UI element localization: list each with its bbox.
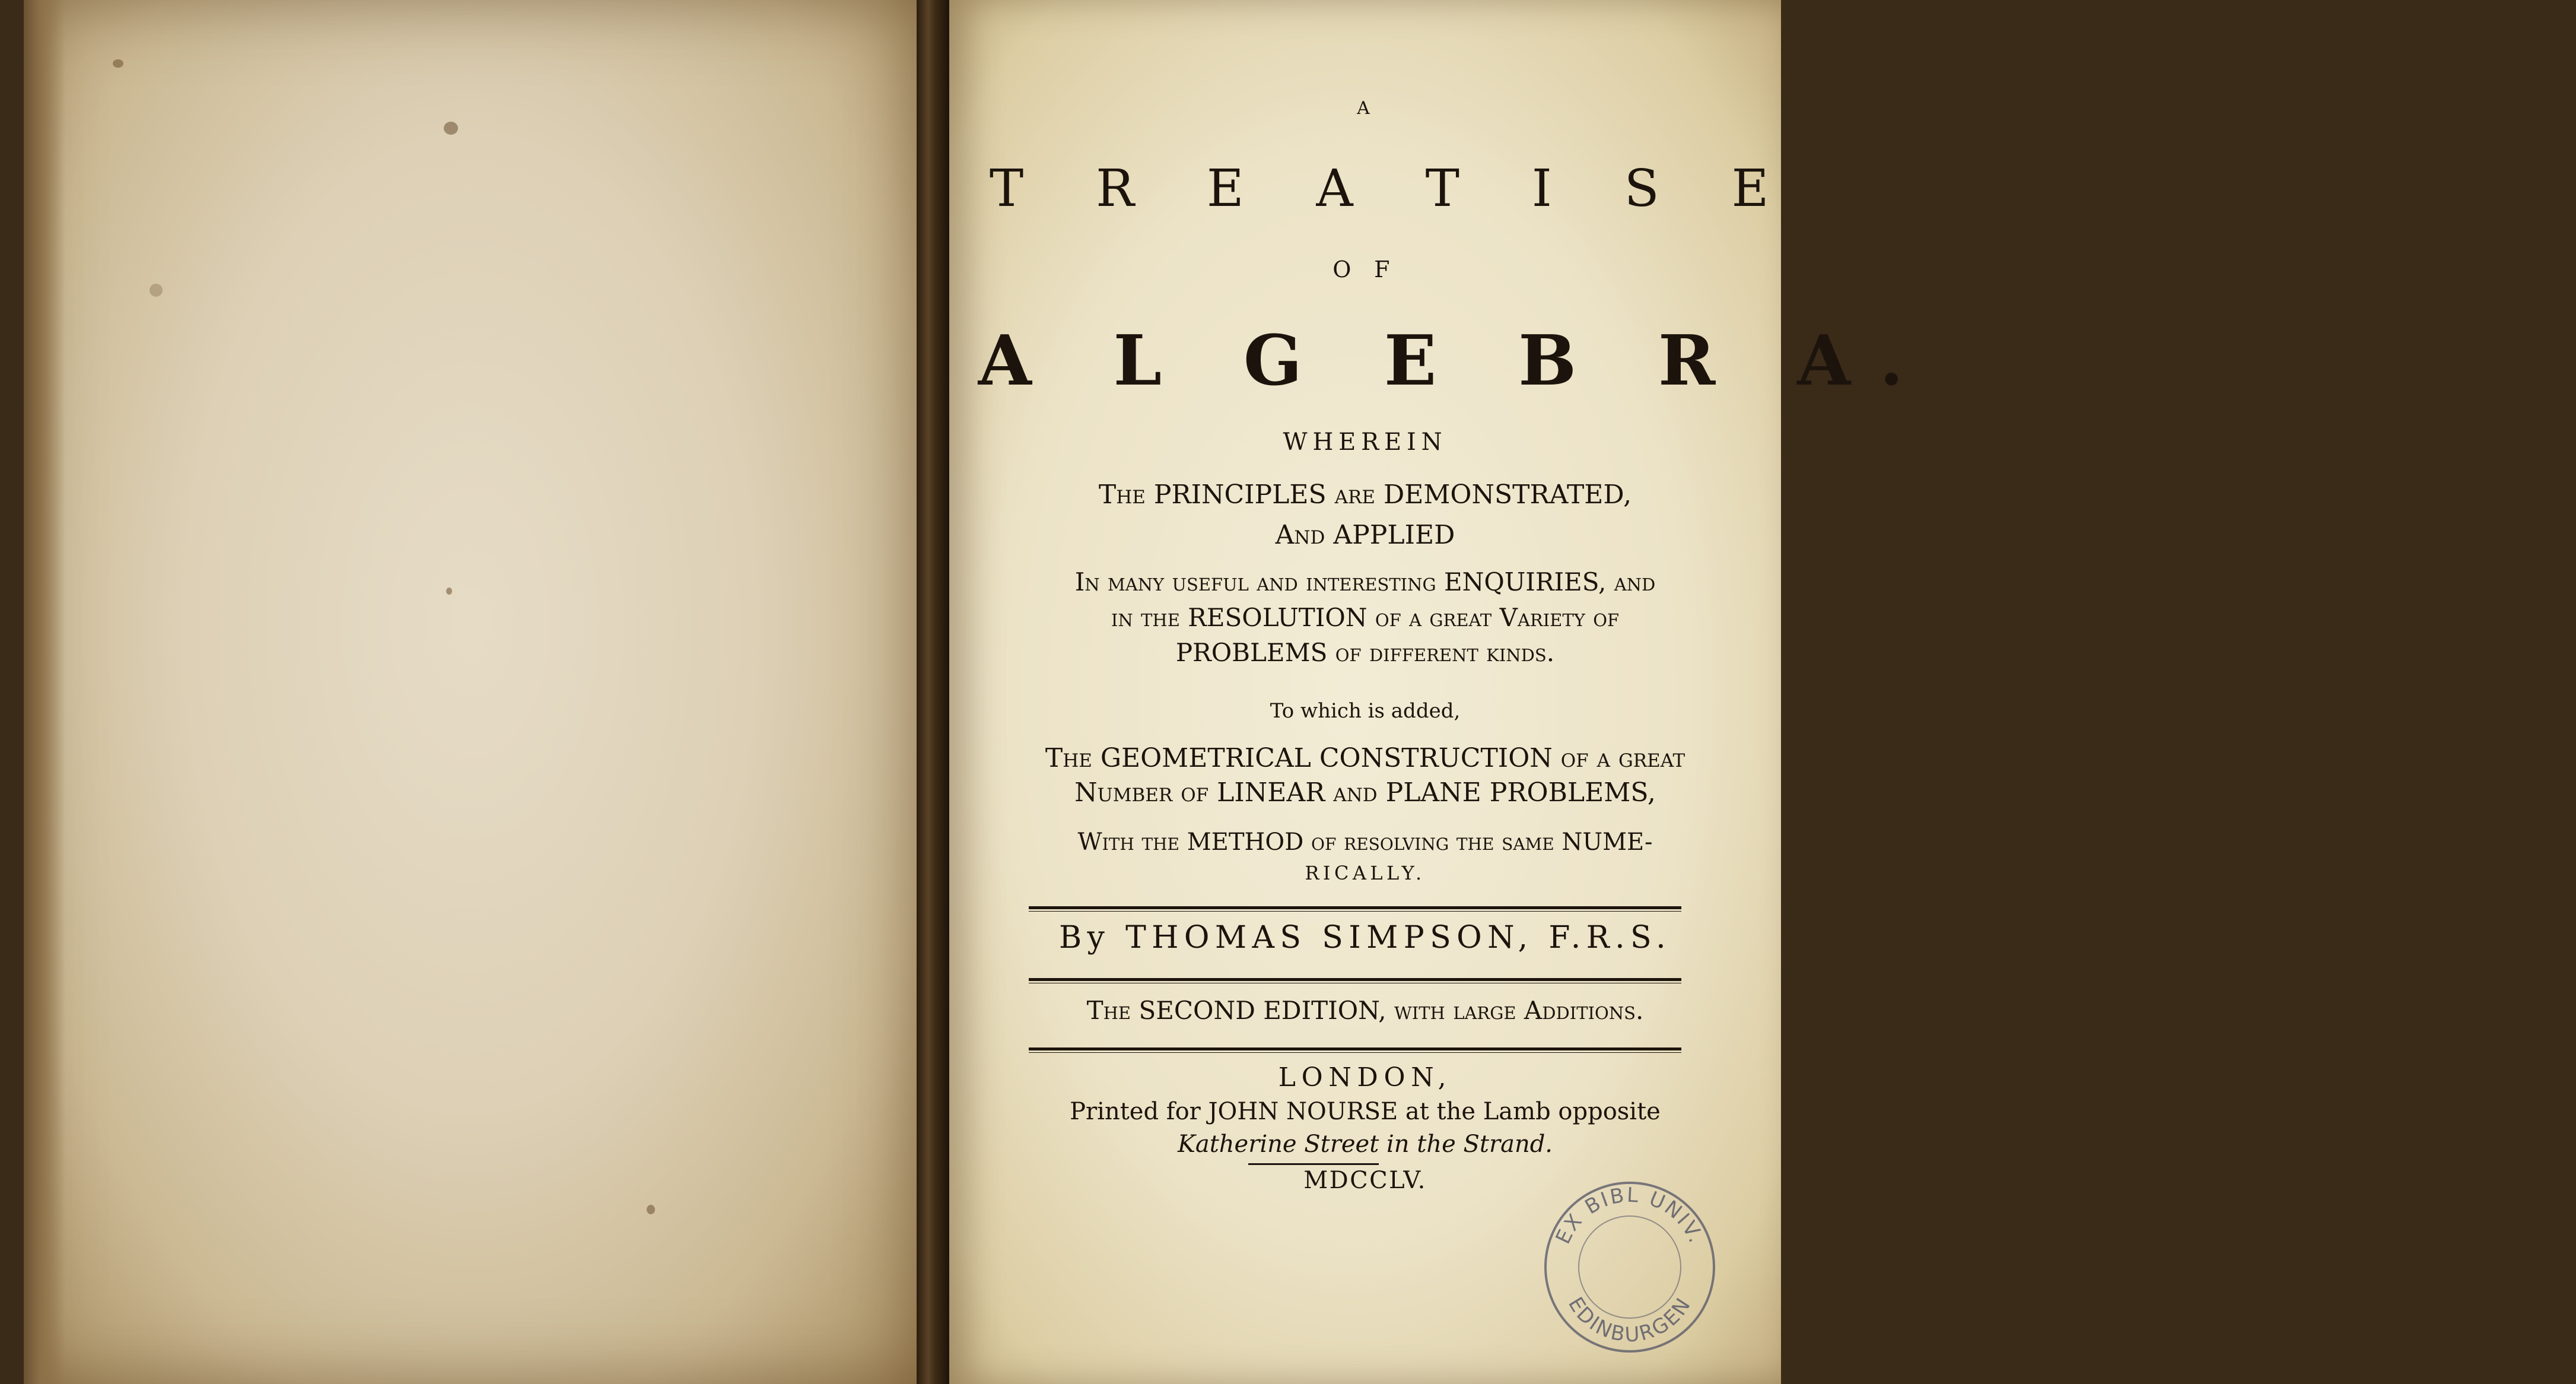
imprint-date: MDCCLV.: [1303, 1167, 1427, 1194]
geometrical-line-2: Number of LINEAR and PLANE PROBLEMS,: [1074, 777, 1656, 808]
subtitle-enquiries-3: PROBLEMS of different kinds.: [1175, 638, 1555, 667]
edition-line: The SECOND EDITION, with large Additions.: [1086, 996, 1644, 1025]
method-line-1: With the METHOD of resolving the same NUME-: [1077, 829, 1653, 856]
svg-text:EX BIBL UNIV.: [1551, 1183, 1709, 1248]
stamp-text-top: EX BIBL UNIV.: [1551, 1183, 1709, 1248]
library-stamp-icon: [1541, 1178, 1719, 1356]
double-rule: [1029, 978, 1681, 983]
foxing-spot: [647, 1205, 655, 1214]
date-rule: [1248, 1163, 1379, 1165]
stamp-text-bottom: EDINBURGEN: [1563, 1293, 1697, 1347]
imprint-printer-1: Printed for JOHN NOURSE at the Lamb opposite: [1070, 1098, 1661, 1125]
foxing-spot: [113, 59, 123, 68]
subtitle-applied: And APPLIED: [1275, 520, 1455, 550]
subtitle-enquiries-2: in the RESOLUTION of a great Variety of: [1111, 603, 1620, 632]
binding-gutter: [917, 0, 949, 1384]
subtitle-enquiries-1: In many useful and interesting ENQUIRIES, and: [1074, 567, 1656, 596]
double-rule: [1029, 1047, 1681, 1053]
title-page: [949, 0, 1932, 1384]
method-line-2: RICALLY.: [1305, 862, 1426, 884]
pen-mark-icon: [2546, 140, 2576, 182]
left-endpaper: [24, 0, 917, 1384]
foxing-spot: [444, 122, 458, 135]
title-algebra: A L G E B R A.: [978, 320, 1932, 401]
svg-text:EDINBURGEN: [1563, 1293, 1696, 1347]
title-treatise: T R E A T I S E: [989, 159, 1797, 218]
to-which-added: To which is added,: [1270, 699, 1461, 723]
imprint-city: LONDON,: [1278, 1062, 1452, 1093]
subtitle-principles: The PRINCIPLES are DEMONSTRATED,: [1098, 480, 1632, 510]
foxing-spot: [446, 588, 452, 595]
double-rule: [1029, 906, 1681, 912]
foxing-spot: [150, 284, 163, 297]
author-line: By THOMAS SIMPSON, F.R.S.: [1058, 920, 1672, 956]
title-article: A: [1357, 98, 1373, 119]
title-of: O F: [1332, 256, 1398, 282]
geometrical-line-1: The GEOMETRICAL CONSTRUCTION of a great: [1045, 743, 1685, 773]
wherein-heading: WHEREIN: [1283, 428, 1448, 456]
imprint-printer-2: Katherine Street in the Strand.: [1177, 1131, 1553, 1158]
